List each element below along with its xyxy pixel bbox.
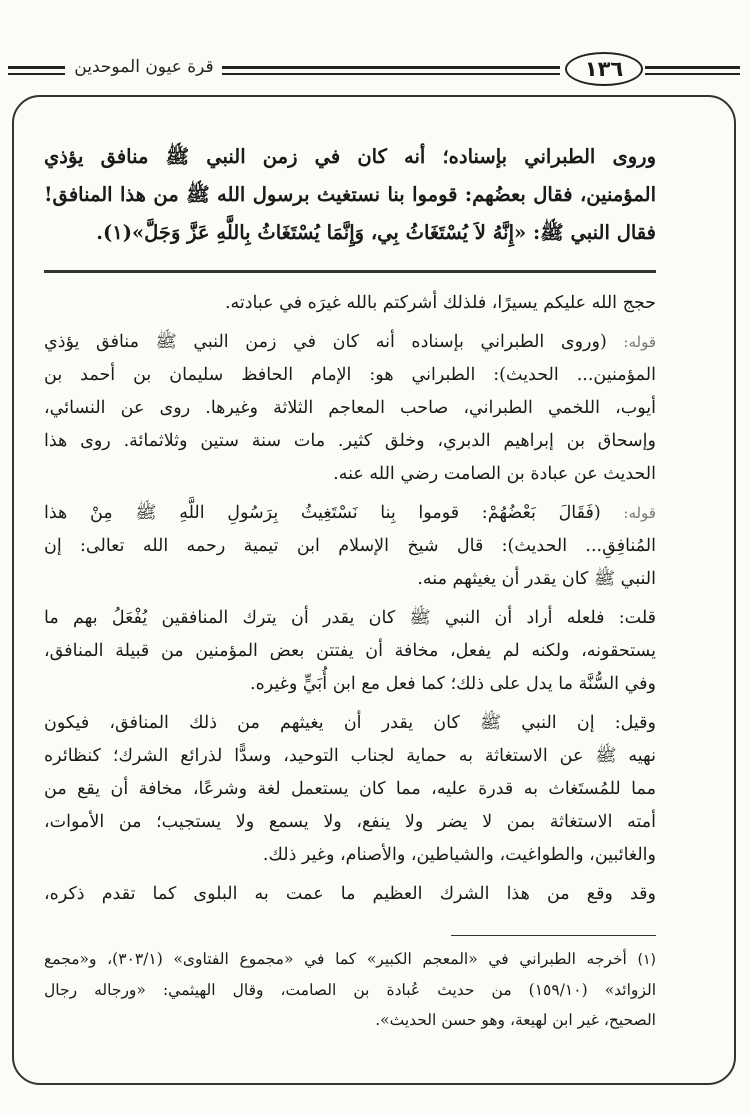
paragraph-qult bbox=[44, 602, 656, 701]
sharh-line: وقد وقع من هذا الشرك العظيم ما عمت به البلوى كما تقدم ذكره، bbox=[44, 884, 656, 904]
sharh-line: يستحقونه، ولكنه لم يفعل، مخافة أن يفتتن بعض المؤمنين من قبيلة المنافق، bbox=[44, 641, 656, 661]
footnote-line bbox=[44, 944, 656, 975]
page-content bbox=[44, 138, 656, 1035]
sharh-line: وقيل: إن النبي ﷺ كان يقدر أن يغيثهم من ذلك المنافق، فيكون bbox=[44, 713, 656, 733]
matn-line bbox=[44, 214, 656, 252]
sharh-line-text: (وروى الطبراني بإسناده أنه كان في زمن النبي ﷺ منافق يؤذي bbox=[44, 332, 607, 352]
page-header bbox=[0, 50, 751, 96]
header-rule-left bbox=[8, 66, 65, 75]
sharh-line-text: (فَقَالَ بَعْضُهُمْ: قوموا بِنا نَسْتَغِيثُ بِرَسُولِ اللَّهِ ﷺ مِنْ هذا bbox=[44, 503, 601, 523]
sharh-line: الحديث عن عبادة بن الصامت رضي الله عنه. bbox=[333, 464, 656, 484]
footnote-block bbox=[44, 944, 656, 1035]
paragraph-closing bbox=[44, 878, 656, 911]
header-rule-middle bbox=[222, 66, 560, 75]
footnote-line: الصحيح، غير ابن لهيعة، وهو حسن الحديث». bbox=[375, 1011, 656, 1029]
header-rule-right bbox=[645, 66, 740, 75]
matn-hadith-text: فقال النبي ﷺ: «إِنَّهُ لاَ يُسْتَغَاثُ بِي، وَإِنَّمَا يُسْتَغَاثُ بِاللَّهِ عَزَّ وَجَلَّ»(١). bbox=[96, 221, 656, 244]
paragraph-qil bbox=[44, 707, 656, 872]
running-book-title: قرة عيون الموحدين bbox=[74, 57, 214, 77]
matn-separator bbox=[44, 270, 656, 273]
matn-line: المؤمنين، فقال بعضُهم: قوموا بنا نستغيث برسول الله ﷺ من هذا المنافق! bbox=[44, 183, 656, 206]
sharh-line bbox=[44, 497, 656, 530]
paragraph-tabari bbox=[44, 326, 656, 491]
paragraph-lead: قوله: bbox=[623, 504, 656, 522]
sharh-line: وإسحاق بن إبراهيم الدبري، وخلق كثير. مات سنة ستين وثلاثمائة. روى هذا bbox=[44, 431, 656, 451]
sharh-line: النبي ﷺ كان يقدر أن يغيثهم منه. bbox=[417, 569, 656, 589]
sharh-line: المُنافِقِ... الحديث): قال شيخ الإسلام ابن تيمية رحمه الله تعالى: إن bbox=[44, 536, 656, 556]
sharh-line: قلت: فلعله أراد أن النبي ﷺ كان يقدر أن يترك المنافقين يُفْعَلُ بهم ما bbox=[44, 608, 656, 628]
page-number-badge: ١٣٦ bbox=[565, 52, 643, 86]
sharh-line bbox=[44, 326, 656, 359]
footnote-line-text: أخرجه الطبراني في «المعجم الكبير» كما في «مجموع الفتاوى» (٣٠٣/١)، و«مجمع bbox=[44, 950, 627, 968]
matn-line: وروى الطبراني بإسناده؛ أنه كان في زمن النبي ﷺ منافق يؤذي bbox=[44, 145, 656, 168]
footnote-rule bbox=[451, 935, 656, 936]
sharh-line: أيوب، اللخمي الطبراني، صاحب المعاجم الثلاثة وغيرها. روى عن النسائي، bbox=[44, 398, 656, 418]
footnote-line: الزوائد» (١٥٩/١٠) من حديث عُبادة بن الصامت، وقال الهيثمي: «ورجاله رجال bbox=[44, 981, 656, 999]
sharh-intro: حجج الله عليكم يسيرًا، فلذلك أشركتم بالله غيرَه في عبادته. bbox=[224, 293, 656, 313]
sharh-line: وفي السُّنَّة ما يدل على ذلك؛ كما فعل مع ابن أُبَيٍّ وغيره. bbox=[250, 674, 656, 694]
matn-block bbox=[44, 138, 656, 252]
paragraph-lead: قوله: bbox=[623, 333, 656, 351]
sharh-line: المؤمنين... الحديث): الطبراني هو: الإمام الحافظ سليمان بن أحمد بن bbox=[44, 365, 656, 385]
sharh-line: مما للمُستَغاث به قدرة عليه، مما كان يستعمل لغة وشرعًا، مخافة أن يقع من bbox=[44, 779, 656, 799]
paragraph-ibn-taymiyya bbox=[44, 497, 656, 596]
sharh-line: والغائبين، والطواغيت، والشياطين، والأصنام، وغير ذلك. bbox=[262, 845, 656, 865]
footnote-number: (١) bbox=[637, 952, 656, 968]
sharh-line: نهيه ﷺ عن الاستغاثة به حماية لجناب التوحيد، وسدًّا لذرائع الشرك؛ كنظائره bbox=[44, 746, 656, 766]
sharh-line: أمته الاستغاثة بمن لا يضر ولا ينفع، ولا يسمع ولا يستجيب؛ من الأموات، bbox=[44, 812, 656, 832]
sharh-block bbox=[44, 287, 656, 911]
